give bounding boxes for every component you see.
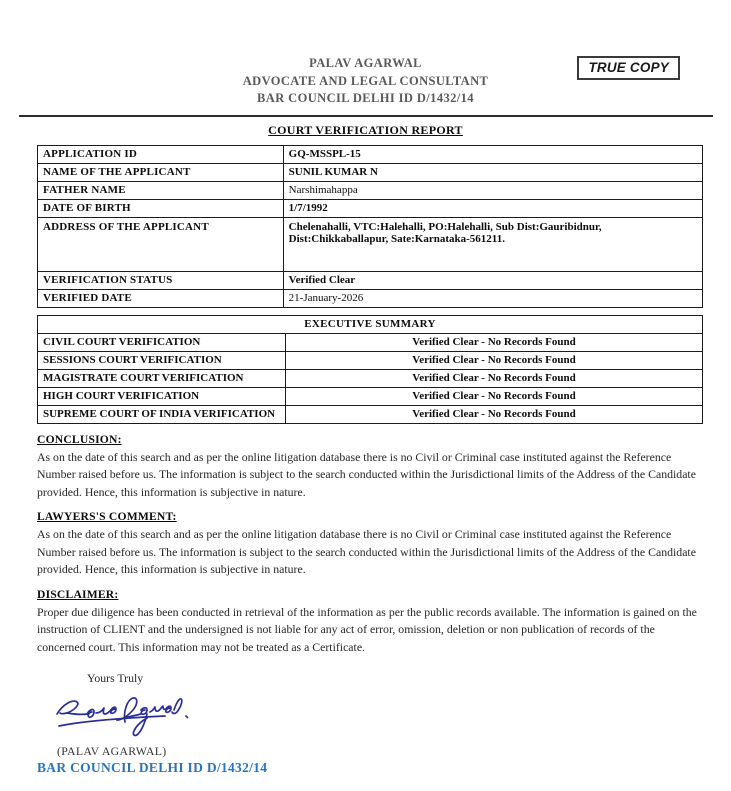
letterhead bbox=[0, 0, 731, 108]
advocate-bar-id: BAR COUNCIL DELHI ID D/1432/14 bbox=[257, 91, 474, 105]
row-label: SESSIONS COURT VERIFICATION bbox=[38, 351, 286, 369]
lawyers-comment-section bbox=[37, 510, 703, 579]
row-label: FATHER NAME bbox=[38, 181, 284, 199]
row-value: Verified Clear - No Records Found bbox=[286, 351, 703, 369]
row-label: VERIFIED DATE bbox=[38, 289, 284, 307]
row-label: APPLICATION ID bbox=[38, 145, 284, 163]
table-row bbox=[38, 405, 703, 423]
row-value: Narshimahappa bbox=[283, 181, 702, 199]
bar-council-id: BAR COUNCIL DELHI ID D/1432/14 bbox=[37, 760, 268, 775]
row-value: GQ-MSSPL-15 bbox=[283, 145, 702, 163]
conclusion-text: As on the date of this search and as per the online litigation database there is no Civil or Criminal case instituted against the Reference Number raised before us. The information is subject to the search conducted within the Jurisdictional limits of the Address of the Candidate provided. Hence, this information is subjective in nature. bbox=[37, 449, 696, 499]
disclaimer-text: Proper due diligence has been conducted in retrieval of the information as per the public records available. The information is gained on the instruction of CLIENT and the undersigned is not liable for any act of error, omission, deletion or non publication of records of the concerned court. This information may not be treated as a Certificate. bbox=[37, 604, 697, 654]
executive-summary-table bbox=[37, 315, 703, 424]
row-label: NAME OF THE APPLICANT bbox=[38, 163, 284, 181]
row-value: Verified Clear bbox=[283, 271, 702, 289]
disclaimer-section bbox=[37, 588, 703, 657]
row-label: SUPREME COURT OF INDIA VERIFICATION bbox=[38, 405, 286, 423]
salutation: Yours Truly bbox=[87, 671, 144, 685]
table-row bbox=[38, 199, 703, 217]
signature-ink bbox=[53, 694, 193, 742]
lawyers-comment-heading: LAWYERS'S COMMENT: bbox=[37, 510, 177, 523]
row-value: Verified Clear - No Records Found bbox=[286, 369, 703, 387]
table-row bbox=[38, 181, 703, 199]
row-value: 1/7/1992 bbox=[283, 199, 702, 217]
table-row bbox=[38, 333, 703, 351]
table-row bbox=[38, 163, 703, 181]
row-label: DATE OF BIRTH bbox=[38, 199, 284, 217]
row-label: MAGISTRATE COURT VERIFICATION bbox=[38, 369, 286, 387]
advocate-title: ADVOCATE AND LEGAL CONSULTANT bbox=[242, 73, 489, 88]
row-label: VERIFICATION STATUS bbox=[38, 271, 284, 289]
row-value: Verified Clear - No Records Found bbox=[286, 387, 703, 405]
row-value: Verified Clear - No Records Found bbox=[286, 405, 703, 423]
row-value: 21-January-2026 bbox=[283, 289, 702, 307]
applicant-details-table bbox=[37, 145, 703, 308]
table-row bbox=[38, 387, 703, 405]
table-row bbox=[38, 351, 703, 369]
lawyers-comment-text: As on the date of this search and as per the online litigation database there is no Civil or Criminal case instituted against the Reference Number raised before us. The information is subject to the search conducted within the Jurisdictional limits of the Address of the Candidate provided. Hence, this information is subjective in nature. bbox=[37, 527, 696, 576]
conclusion-section bbox=[37, 433, 703, 502]
signatory-name: (PALAV AGARWAL) bbox=[57, 744, 167, 758]
row-value: Chelenahalli, VTC:Halehalli, PO:Halehalli, Sub Dist:Gauribidnur, Dist:Chikkaballapur, Sate:Karnataka-561211. bbox=[283, 217, 702, 271]
table-row bbox=[38, 217, 703, 271]
table-row bbox=[38, 271, 703, 289]
table-row bbox=[38, 145, 703, 163]
table-header-row bbox=[38, 315, 703, 333]
row-label: ADDRESS OF THE APPLICANT bbox=[38, 217, 284, 271]
report-title: COURT VERIFICATION REPORT bbox=[268, 122, 463, 137]
document-content bbox=[37, 145, 703, 777]
handwritten-signature bbox=[53, 694, 193, 742]
row-label: CIVIL COURT VERIFICATION bbox=[38, 333, 286, 351]
header-divider bbox=[19, 115, 713, 117]
advocate-name: PALAV AGARWAL bbox=[309, 56, 422, 70]
disclaimer-heading: DISCLAIMER: bbox=[37, 587, 119, 601]
table-row bbox=[38, 369, 703, 387]
row-label: HIGH COURT VERIFICATION bbox=[38, 387, 286, 405]
table-row bbox=[38, 289, 703, 307]
row-value: Verified Clear - No Records Found bbox=[286, 333, 703, 351]
summary-header: EXECUTIVE SUMMARY bbox=[38, 315, 703, 333]
true-copy-stamp: TRUE COPY bbox=[577, 56, 680, 80]
row-value: SUNIL KUMAR N bbox=[283, 163, 702, 181]
conclusion-heading: CONCLUSION: bbox=[37, 432, 122, 446]
